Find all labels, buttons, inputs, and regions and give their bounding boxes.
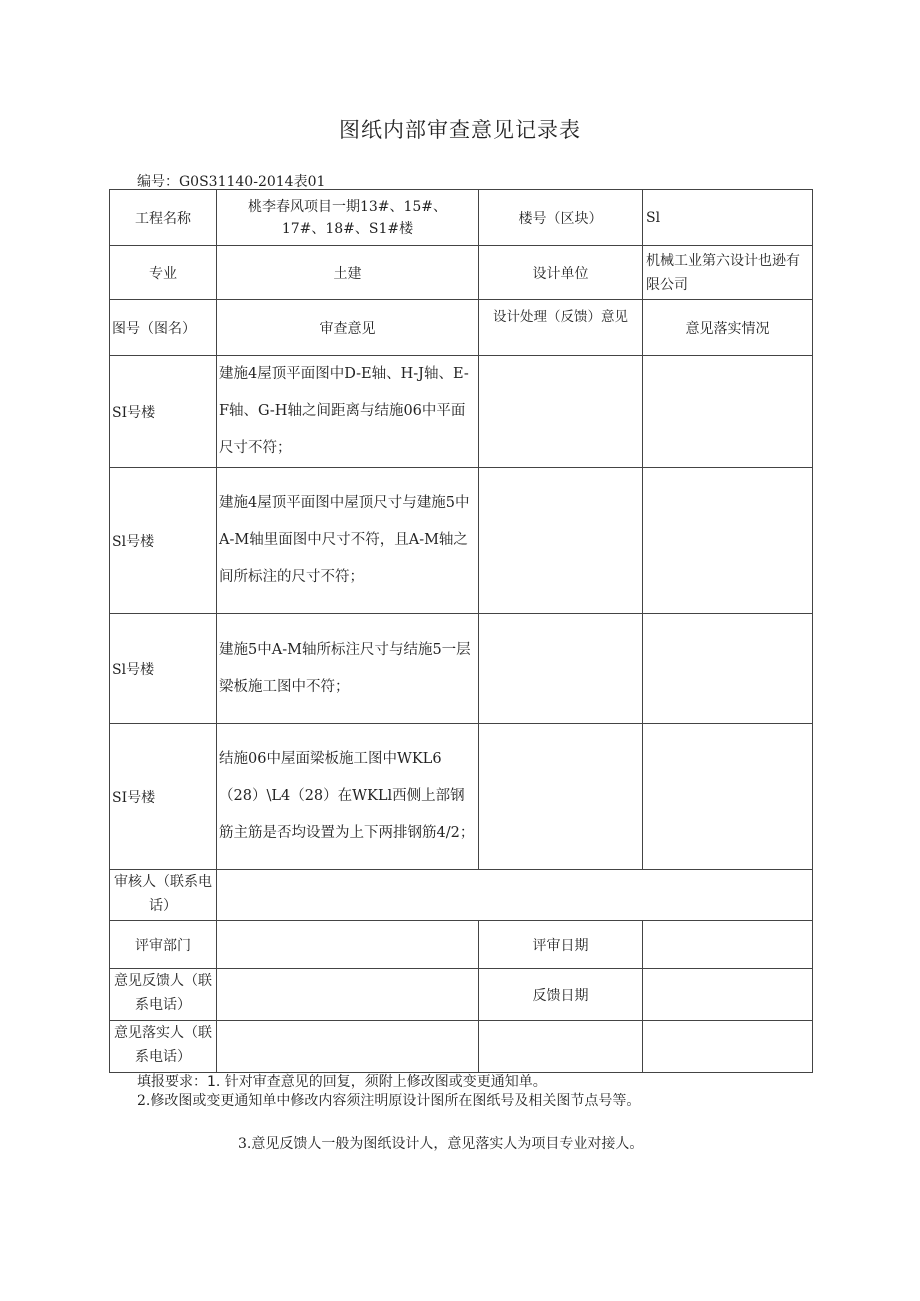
project-label: 工程名称 <box>110 190 217 246</box>
row-implementation-cell[interactable] <box>643 724 813 870</box>
table-row <box>110 614 813 724</box>
discipline-value: 土建 <box>217 246 479 300</box>
review-date-label: 评审日期 <box>479 921 643 969</box>
row-feedback-cell[interactable] <box>479 356 643 468</box>
review-dept-row <box>110 921 813 969</box>
table-row <box>110 468 813 614</box>
discipline-row <box>110 246 813 300</box>
document-number-value: G0S31140-2014表01 <box>179 174 326 190</box>
row-building: Sl号楼 <box>110 468 217 614</box>
row-opinion: 建施5中A-M轴所标注尺寸与结施5一层梁板施工图中不符； <box>217 614 479 724</box>
design-unit-value: 机械工业第六设计也逊有限公司 <box>643 246 813 300</box>
row-opinion: 建施4屋顶平面图中屋顶尺寸与建施5中A-M轴里面图中尺寸不符，且A-M轴之间所标注的尺寸不符； <box>217 468 479 614</box>
note-line-3: 3.意见反馈人一般为图纸设计人，意见落实人为项目专业对接人。 <box>238 1136 644 1152</box>
row-implementation-cell[interactable] <box>643 356 813 468</box>
col-feedback-header: 设计处理（反馈）意见 <box>479 300 643 356</box>
note-line-1: 填报要求：1. 针对审查意见的回复，须附上修改图或变更通知单。 <box>137 1074 547 1090</box>
review-dept-value-cell[interactable] <box>217 921 479 969</box>
feedback-person-label: 意见反馈人（联系电话） <box>110 969 217 1021</box>
building-label: 楼号（区块） <box>479 190 643 246</box>
review-form-table <box>109 189 813 1073</box>
document-number <box>137 171 325 191</box>
table-row <box>110 356 813 468</box>
implementer-label: 意见落实人（联系电话） <box>110 1021 217 1073</box>
row-building: Sl号楼 <box>110 614 217 724</box>
col-drawing-header: 图号（图名） <box>110 300 217 356</box>
reviewer-label: 审核人（联系电话） <box>110 870 217 921</box>
note-requirements <box>137 1072 547 1092</box>
row-implementation-cell[interactable] <box>643 614 813 724</box>
table-row <box>110 724 813 870</box>
project-value: 桃李春风项目一期13#、15#、17#、18#、S1#楼 <box>217 190 479 246</box>
row-opinion: 建施4屋顶平面图中D-E轴、H-J轴、E-F轴、G-H轴之间距离与结施06中平面尺寸不符； <box>217 356 479 468</box>
reviewer-row <box>110 870 813 921</box>
row-feedback-cell[interactable] <box>479 724 643 870</box>
row-feedback-cell[interactable] <box>479 468 643 614</box>
building-value: Sl <box>643 190 813 246</box>
row-building: SI号楼 <box>110 356 217 468</box>
implementer-date-cell[interactable] <box>643 1021 813 1073</box>
discipline-label: 专业 <box>110 246 217 300</box>
reviewer-value-cell[interactable] <box>217 870 813 921</box>
column-header-row <box>110 300 813 356</box>
project-row <box>110 190 813 246</box>
feedback-row <box>110 969 813 1021</box>
note-line-2: 2.修改图或变更通知单中修改内容须注明原设计图所在图纸号及相关图节点号等。 <box>137 1093 641 1109</box>
review-date-value-cell[interactable] <box>643 921 813 969</box>
design-unit-label: 设计单位 <box>479 246 643 300</box>
feedback-person-value-cell[interactable] <box>217 969 479 1021</box>
row-implementation-cell[interactable] <box>643 468 813 614</box>
implementer-value-cell[interactable] <box>217 1021 479 1073</box>
col-opinion-header: 审查意见 <box>217 300 479 356</box>
col-implementation-header: 意见落实情况 <box>643 300 813 356</box>
review-dept-label: 评审部门 <box>110 921 217 969</box>
implementer-row <box>110 1021 813 1073</box>
document-number-label: 编号： <box>137 174 179 190</box>
page-title: 图纸内部审查意见记录表 <box>339 118 581 142</box>
row-building: SI号楼 <box>110 724 217 870</box>
implementer-extra-cell[interactable] <box>479 1021 643 1073</box>
feedback-date-label: 反馈日期 <box>479 969 643 1021</box>
row-opinion: 结施06中屋面梁板施工图中WKL6（28）\L4（28）在WKLl西侧上部钢筋主筋是否均设置为上下两排钢筋4/2； <box>217 724 479 870</box>
feedback-date-value-cell[interactable] <box>643 969 813 1021</box>
row-feedback-cell[interactable] <box>479 614 643 724</box>
